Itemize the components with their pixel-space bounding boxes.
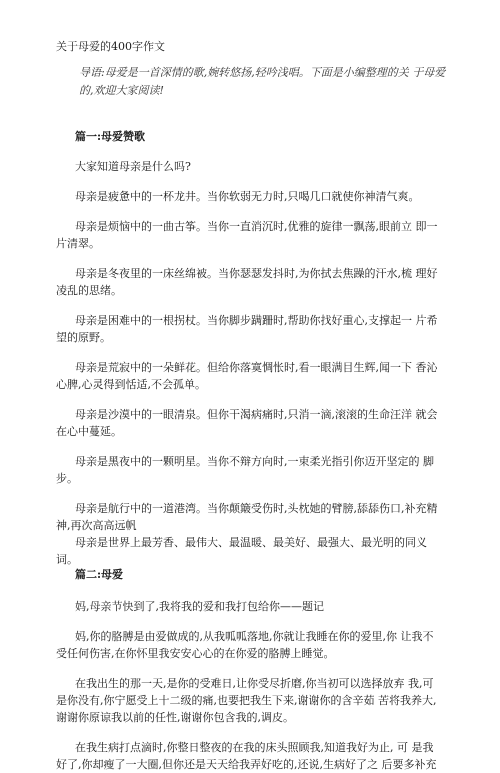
paragraph: 在我出生的那一天,是你的受难日,让你受尽折磨,你当初可以选择放弃 我,可是你没有,你宁愿受上十二级的痛,也要把我生下来,谢谢你的含辛茹 苦将我养大,谢谢你原谅我以前的任性,谢谢你包含我的,调皮。 [56,677,437,724]
paragraph: 母亲是黑夜中的一颗明星。当你不辩方向时,一束柔光指引你迈开坚定的 脚步。 [56,455,434,485]
paragraph: 母亲是烦恼中的一曲古筝。当你一直消沉时,优雅的旋律一飘荡,眼前立 即一片清翠。 [56,220,438,250]
paragraph: 妈,你的胳膊是由爱做成的,从我呱呱落地,你就让我睡在你的爱里,你 让我不受任何伤害,在你怀里我安安心心的在你爱的胳膊上睡觉。 [56,630,434,660]
paragraph: 母亲是航行中的一道港湾。当你颠簸受伤时,头枕她的臂膀,舔舔伤口,补充精神,再次高高远帆 [56,502,438,532]
paragraph: 母亲是沙漠中的一眼清泉。但你干渴病痛时,只消一滴,滚滚的生命汪洋 就会在心中蔓延。 [56,408,438,438]
paragraph: 妈,母亲节快到了,我将我的爱和我打包给你——题记 [75,600,324,613]
paragraph: 大家知道母亲是什么吗? [75,160,191,173]
paragraph: 母亲是困难中的一根拐杖。当你脚步蹒跚时,帮助你找好重心,支撑起一 片希望的原野。 [56,314,438,344]
intro-text: 导语:母爱是一首深情的歌,婉转悠扬,轻吟浅唱。下面是小编整理的关 于母爱的,欢迎大家阅读! [79,66,446,97]
section-heading-1: 篇一:母爱赞歌 [75,130,146,143]
paragraph: 在我生病打点滴时,你整日整夜的在我的床头照顾我,知道我好为止, 可 是我好了,你却瘦了一大圈,但你还是天天给我弄好吃的,还说,生病好了之 后要多补充 [56,741,437,771]
paragraph: 母亲是疲惫中的一杯龙井。当你软弱无力时,只喝几口就使你神清气爽。 [75,190,420,203]
section-heading-2: 篇二:母爱 [75,568,124,581]
paragraph: 母亲是荒寂中的一朵鲜花。但给你落寞惆怅时,看一眼满目生辉,闻一下 香沁心脾,心灵得到恬适,不会孤单。 [56,361,438,391]
document-title: 关于母爱的400字作文 [56,40,165,53]
paragraph: 母亲是世界上最芳香、最伟大、最温暖、最美好、最强大、最光明的同义词。 [56,536,427,566]
paragraph: 母亲是冬夜里的一床丝绵被。当你瑟瑟发抖时,为你拭去焦躁的汗水,梳 理好凌乱的思绪。 [56,267,438,297]
